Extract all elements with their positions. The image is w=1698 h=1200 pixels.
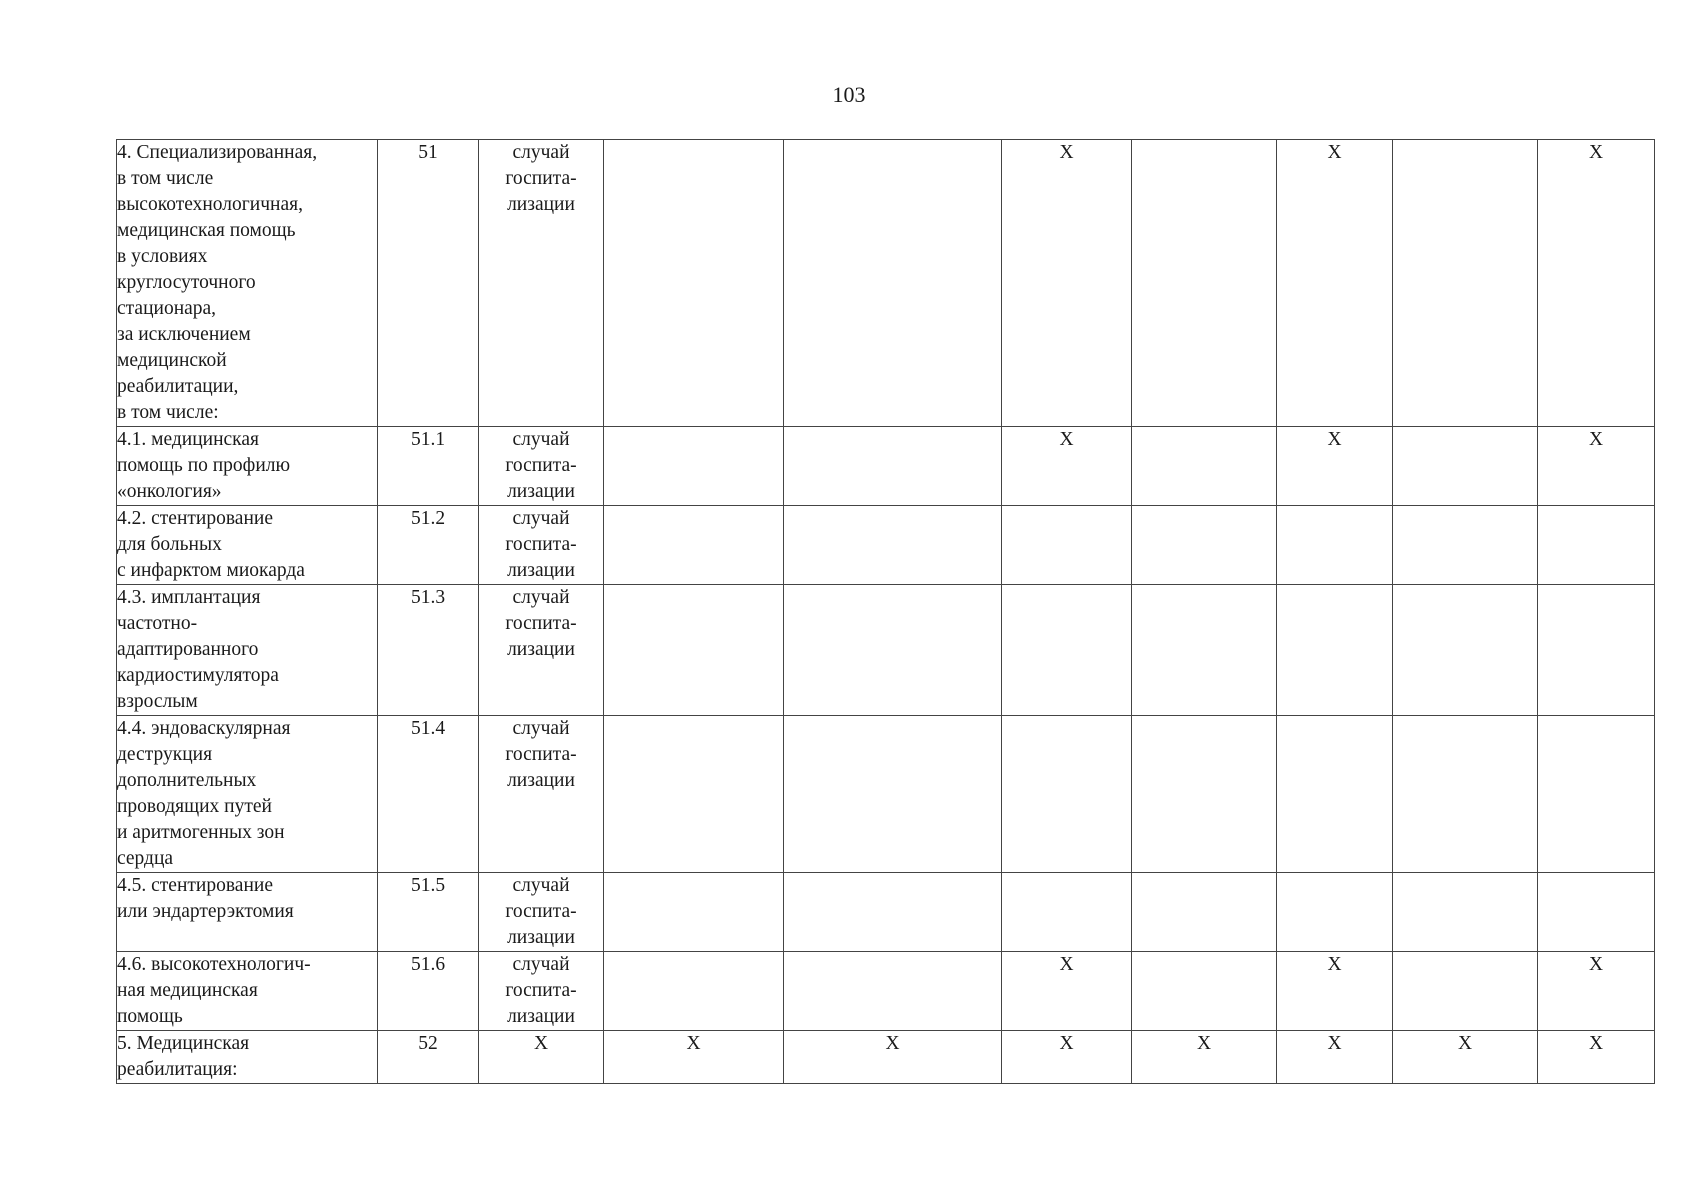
value-cell — [604, 140, 784, 427]
value-cell — [1132, 873, 1277, 952]
row-unit-line: лизации — [507, 927, 575, 948]
row-unit-cell — [479, 585, 604, 716]
value-cell — [1393, 716, 1538, 873]
value-cell: X — [1277, 952, 1393, 1031]
row-code-cell: 51.2 — [378, 506, 479, 585]
row-unit-cell — [479, 716, 604, 873]
row-unit-line: случай — [512, 718, 570, 739]
row-name-line: проводящих путей — [117, 796, 272, 817]
table-row — [117, 873, 1655, 952]
row-name-line: или эндартерэктомия — [117, 901, 294, 922]
value-cell — [1132, 585, 1277, 716]
row-unit-line: X — [533, 1033, 549, 1054]
row-unit-cell — [479, 1031, 604, 1084]
row-name-line: 4.6. высокотехнологич- — [117, 954, 311, 975]
row-unit-cell — [479, 873, 604, 952]
value-cell — [1538, 585, 1655, 716]
row-unit-line: лизации — [507, 194, 575, 215]
value-cell — [604, 716, 784, 873]
row-name-line: медицинской — [117, 350, 227, 371]
value-cell — [1277, 506, 1393, 585]
row-unit-line: госпита- — [505, 455, 577, 476]
row-unit-cell — [479, 427, 604, 506]
value-cell — [604, 585, 784, 716]
value-cell — [1393, 506, 1538, 585]
value-cell — [1538, 873, 1655, 952]
value-cell — [1002, 716, 1132, 873]
row-name-line: медицинская помощь — [117, 220, 296, 241]
row-unit-line: лизации — [507, 770, 575, 791]
row-name-cell — [117, 716, 378, 873]
table-row — [117, 952, 1655, 1031]
row-name-line: стационара, — [117, 298, 217, 319]
table-row — [117, 1031, 1655, 1084]
row-name-cell — [117, 952, 378, 1031]
row-name-line: в том числе — [117, 168, 214, 189]
value-cell — [1393, 952, 1538, 1031]
data-table — [116, 139, 1655, 1084]
row-unit-cell — [479, 506, 604, 585]
row-name-cell — [117, 506, 378, 585]
row-unit-line: случай — [512, 508, 570, 529]
value-cell — [1393, 140, 1538, 427]
value-cell — [1132, 952, 1277, 1031]
row-code-cell: 52 — [378, 1031, 479, 1084]
value-cell: X — [1277, 140, 1393, 427]
row-code-cell: 51.1 — [378, 427, 479, 506]
value-cell — [1002, 873, 1132, 952]
value-cell: X — [1393, 1031, 1538, 1084]
row-unit-line: госпита- — [505, 901, 577, 922]
value-cell — [1277, 716, 1393, 873]
row-name-line: помощь — [117, 1006, 183, 1027]
row-code-cell: 51.6 — [378, 952, 479, 1031]
row-name-line: частотно- — [117, 613, 198, 634]
row-name-line: и аритмогенных зон — [117, 822, 285, 843]
value-cell — [604, 873, 784, 952]
row-name-line: 4.4. эндоваскулярная — [117, 718, 291, 739]
row-name-line: 4.5. стентирование — [117, 875, 273, 896]
value-cell — [1393, 585, 1538, 716]
row-code-cell: 51 — [378, 140, 479, 427]
row-unit-line: случай — [512, 429, 570, 450]
row-name-line: реабилитации, — [117, 376, 239, 397]
value-cell — [1132, 427, 1277, 506]
row-unit-cell — [479, 952, 604, 1031]
value-cell — [784, 506, 1002, 585]
value-cell: X — [1277, 1031, 1393, 1084]
value-cell: X — [1132, 1031, 1277, 1084]
value-cell: X — [784, 1031, 1002, 1084]
value-cell — [1002, 506, 1132, 585]
row-unit-line: госпита- — [505, 168, 577, 189]
row-name-line: деструкция — [117, 744, 213, 765]
row-name-cell — [117, 427, 378, 506]
row-name-cell — [117, 585, 378, 716]
row-code-cell: 51.5 — [378, 873, 479, 952]
row-name-line: взрослым — [117, 691, 198, 712]
value-cell: X — [1002, 427, 1132, 506]
table-row — [117, 585, 1655, 716]
row-name-line: «онкология» — [117, 481, 222, 502]
row-unit-line: госпита- — [505, 980, 577, 1001]
value-cell — [1538, 716, 1655, 873]
row-unit-line: госпита- — [505, 534, 577, 555]
row-name-line: с инфарктом миокарда — [117, 560, 305, 581]
row-name-line: в условиях — [117, 246, 208, 267]
row-unit-line: госпита- — [505, 744, 577, 765]
value-cell — [784, 140, 1002, 427]
value-cell — [1002, 585, 1132, 716]
row-unit-line: лизации — [507, 560, 575, 581]
value-cell — [784, 716, 1002, 873]
value-cell: X — [604, 1031, 784, 1084]
row-name-line: дополнительных — [117, 770, 257, 791]
row-name-line: круглосуточного — [117, 272, 256, 293]
row-name-line: за исключением — [117, 324, 251, 345]
row-name-line: высокотехнологичная, — [117, 194, 303, 215]
row-name-line: 4.1. медицинская — [117, 429, 259, 450]
value-cell — [1538, 506, 1655, 585]
value-cell — [1393, 873, 1538, 952]
row-name-line: в том числе: — [117, 402, 219, 423]
row-name-line: 4.3. имплантация — [117, 587, 261, 608]
value-cell — [784, 585, 1002, 716]
row-unit-line: случай — [512, 875, 570, 896]
value-cell — [1132, 716, 1277, 873]
page-number: 103 — [832, 82, 866, 107]
value-cell — [784, 873, 1002, 952]
row-name-cell — [117, 140, 378, 427]
row-name-line: для больных — [117, 534, 222, 555]
row-unit-line: случай — [512, 587, 570, 608]
row-name-line: 4. Специализированная, — [117, 142, 318, 163]
row-unit-line: случай — [512, 954, 570, 975]
row-unit-line: госпита- — [505, 613, 577, 634]
value-cell — [1393, 427, 1538, 506]
value-cell: X — [1277, 427, 1393, 506]
table-row — [117, 140, 1655, 427]
row-name-line: 5. Медицинская — [117, 1033, 250, 1054]
value-cell: X — [1002, 140, 1132, 427]
row-name-cell — [117, 873, 378, 952]
row-name-line: реабилитация: — [117, 1059, 238, 1080]
value-cell — [604, 506, 784, 585]
row-name-line: сердца — [117, 848, 174, 869]
row-name-line: помощь по профилю — [117, 455, 291, 476]
row-name-line: адаптированного — [117, 639, 259, 660]
row-unit-line: лизации — [507, 1006, 575, 1027]
row-unit-cell — [479, 140, 604, 427]
row-name-cell — [117, 1031, 378, 1084]
row-name-line: ная медицинская — [117, 980, 258, 1001]
value-cell — [1132, 506, 1277, 585]
value-cell — [784, 952, 1002, 1031]
value-cell — [604, 952, 784, 1031]
value-cell — [1277, 585, 1393, 716]
value-cell: X — [1002, 952, 1132, 1031]
value-cell: X — [1538, 952, 1655, 1031]
table-row — [117, 716, 1655, 873]
row-code-cell: 51.4 — [378, 716, 479, 873]
value-cell — [1132, 140, 1277, 427]
value-cell: X — [1538, 427, 1655, 506]
value-cell: X — [1002, 1031, 1132, 1084]
row-code-cell: 51.3 — [378, 585, 479, 716]
value-cell: X — [1538, 1031, 1655, 1084]
value-cell: X — [1538, 140, 1655, 427]
row-name-line: кардиостимулятора — [117, 665, 279, 686]
value-cell — [604, 427, 784, 506]
row-name-line: 4.2. стентирование — [117, 508, 273, 529]
row-unit-line: лизации — [507, 481, 575, 502]
table-row — [117, 427, 1655, 506]
row-unit-line: случай — [512, 142, 570, 163]
value-cell — [784, 427, 1002, 506]
row-unit-line: лизации — [507, 639, 575, 660]
table-row — [117, 506, 1655, 585]
value-cell — [1277, 873, 1393, 952]
